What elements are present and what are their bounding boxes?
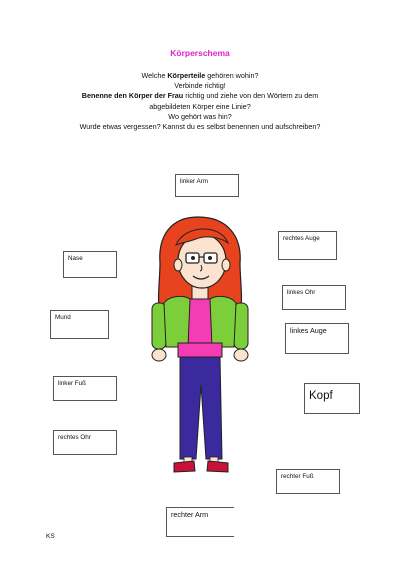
instruction-text: Welche xyxy=(141,71,168,80)
hand-right xyxy=(234,349,248,361)
instruction-line-3 xyxy=(0,91,400,101)
label-linkes-auge[interactable]: linkes Auge xyxy=(285,323,349,354)
woman-illustration xyxy=(140,215,260,477)
pants xyxy=(180,357,222,459)
hand-left xyxy=(152,349,166,361)
instructions xyxy=(0,71,400,132)
jacket-right xyxy=(210,296,236,347)
eye-left xyxy=(191,256,195,260)
instruction-line-2: Verbinde richtig! xyxy=(174,81,226,91)
eye-right xyxy=(208,256,212,260)
instruction-text: richtig und ziehe von den Wörtern zu dem xyxy=(183,91,319,101)
shirt-hem xyxy=(178,343,222,357)
label-linker-arm[interactable]: linker Arm xyxy=(175,174,239,197)
label-rechtes-auge[interactable]: rechtes Auge xyxy=(278,231,337,260)
label-rechter-arm[interactable]: rechter Arm xyxy=(166,507,234,537)
jacket-left xyxy=(164,296,190,347)
label-rechtes-ohr[interactable]: rechtes Ohr xyxy=(53,430,117,455)
shoe-right xyxy=(207,461,228,472)
author-initials: KS xyxy=(46,533,55,540)
label-linkes-ohr[interactable]: linkes Ohr xyxy=(282,285,346,310)
ear-left xyxy=(174,259,182,271)
instruction-bold: Körperteile xyxy=(167,71,206,80)
label-mund[interactable]: Mund xyxy=(50,310,109,339)
instruction-line-6: Wurde etwas vergessen? Kannst du es selbst benennen und aufschreiben? xyxy=(79,122,321,132)
label-rechter-fuss[interactable]: rechter Fuß xyxy=(276,469,340,494)
label-kopf[interactable]: Kopf xyxy=(304,383,360,414)
instruction-text: gehören wohin? xyxy=(205,71,259,80)
page-title: Körperschema xyxy=(170,48,230,58)
ear-right xyxy=(222,259,230,271)
instruction-line-4: abgebildeten Körper eine Linie? xyxy=(149,101,251,111)
shoe-left xyxy=(174,461,195,472)
label-nase[interactable]: Nase xyxy=(63,251,117,278)
instruction-line-1 xyxy=(0,71,400,81)
label-linker-fuss[interactable]: linker Fuß xyxy=(53,376,117,401)
instruction-line-5: Wo gehört was hin? xyxy=(168,111,232,121)
instruction-bold: Benenne den Körper der Frau xyxy=(81,91,184,101)
